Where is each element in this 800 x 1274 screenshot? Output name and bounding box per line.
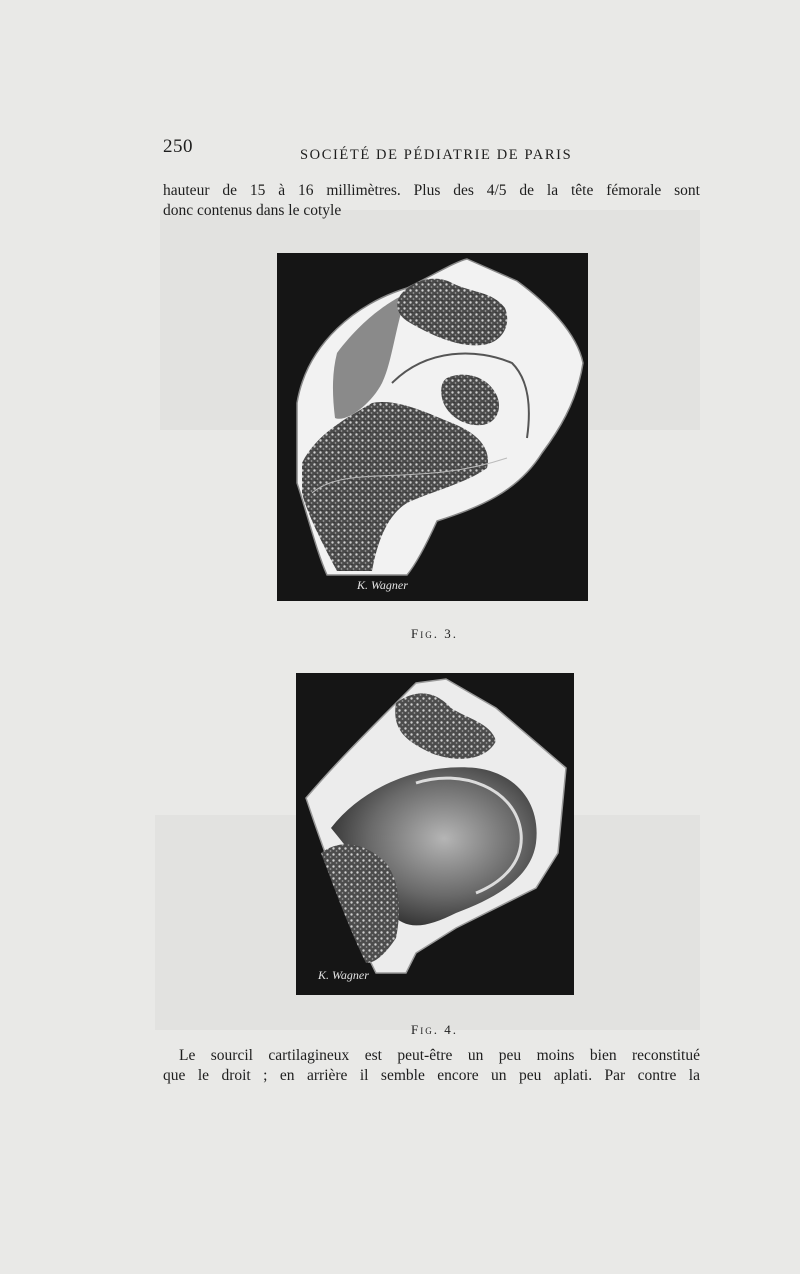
femoral-head-section-drawing [277, 253, 588, 601]
text-line: que le droit ; en arrière il semble encore un peu aplati. Par contre la [163, 1067, 700, 1084]
text-line: hauteur de 15 à 16 millimètres. Plus des 4/5 de la tête fémorale sont [163, 182, 700, 199]
figure-4-illustration [296, 673, 574, 995]
paragraph-bottom [163, 1046, 700, 1086]
figure-4-caption: Fig. 4. [411, 1022, 458, 1037]
paragraph-top [163, 181, 700, 221]
figure-3-illustration [277, 253, 588, 601]
artist-signature: K. Wagner [357, 578, 408, 592]
figure-3-caption: Fig. 3. [411, 626, 458, 641]
text-line: donc contenus dans le cotyle [163, 202, 342, 219]
running-title: SOCIÉTÉ DE PÉDIATRIE DE PARIS [300, 147, 573, 163]
artist-signature: K. Wagner [318, 968, 369, 982]
text-line: Le sourcil cartilagineux est peut-être un peu moins bien reconstitué [179, 1047, 700, 1064]
acetabulum-drawing [296, 673, 574, 995]
page-number: 250 [163, 136, 193, 157]
